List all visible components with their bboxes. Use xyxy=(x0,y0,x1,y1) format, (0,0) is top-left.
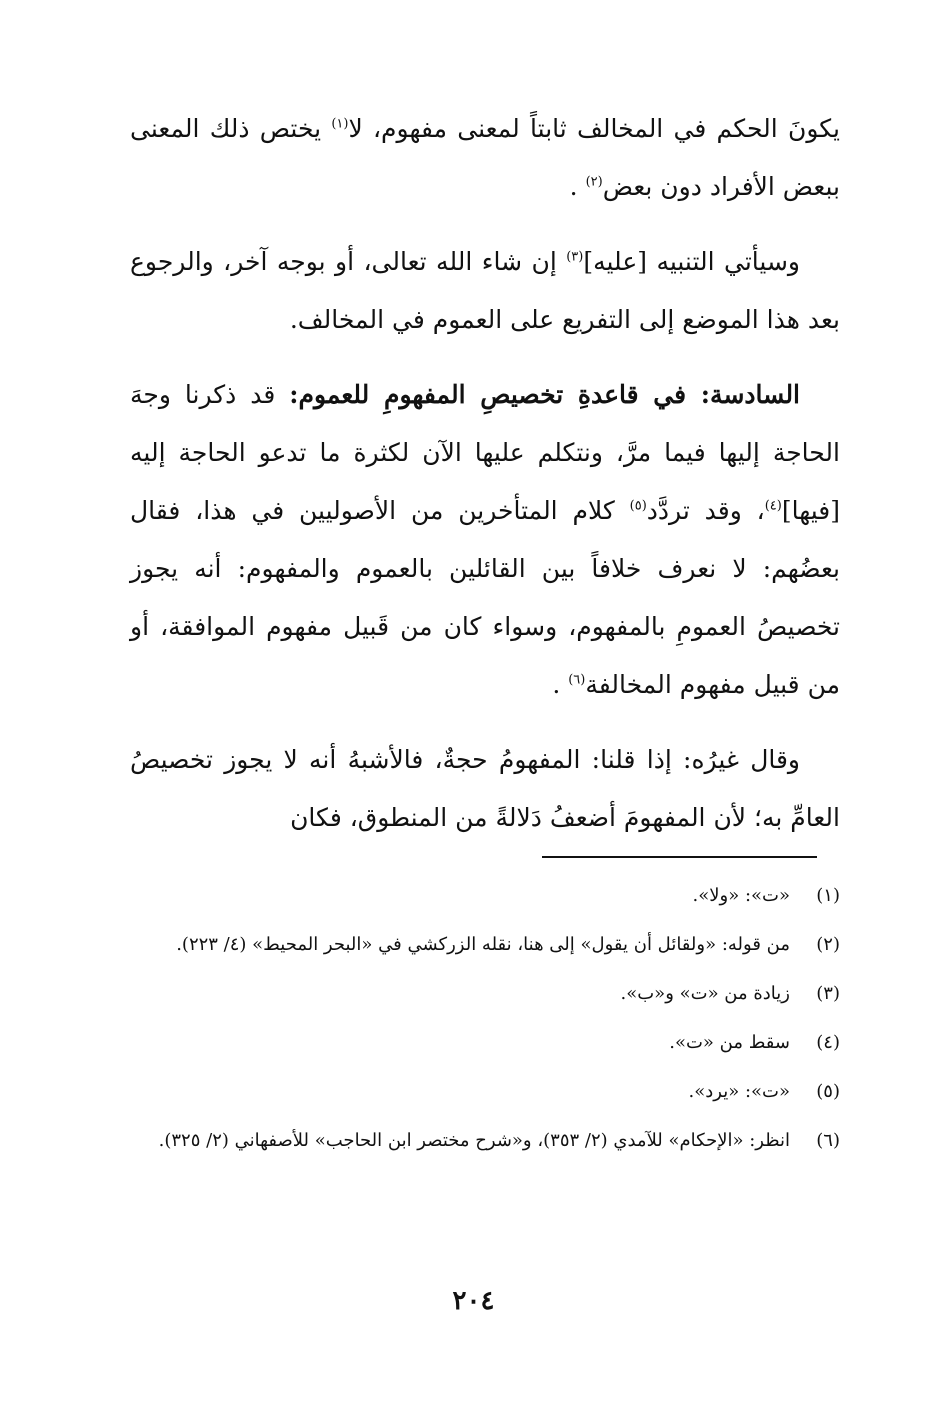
footnote-text: «ت»: «ولا». xyxy=(692,885,790,906)
paragraph-3-part-b: ، وقد تردَّد xyxy=(646,496,765,525)
paragraph-2-part-b: إن شاء الله تعالى، أو بوجه آخر، والرجوع بعد هذا الموضع إلى التفريع على العموم في المخالف. xyxy=(130,247,840,334)
footnote-number: (٤) xyxy=(816,1032,840,1053)
footnote-number: (٢) xyxy=(816,934,840,955)
paragraph-1 xyxy=(130,100,840,216)
paragraph-3-part-c: كلام المتأخرين من الأصوليين في هذا، فقال بعضُهم: لا نعرف خلافاً بين القائلين بالعموم والمفهوم: أنه يجوز تخصيصُ العمومِ بالمفهوم، وسواء كان من قَبيل مفهوم الموافقة، أو من قبيل مفهوم المخالفة xyxy=(130,496,840,699)
footnote-2 xyxy=(107,925,840,965)
footnote-text: سقط من «ت». xyxy=(669,1032,790,1053)
paragraph-3-part-d: . xyxy=(552,670,569,699)
section-heading: في قاعدةِ تخصيصِ المفهومِ للعموم: xyxy=(289,380,687,409)
footnote-5 xyxy=(107,1072,840,1112)
footnote-ref-5: (٥) xyxy=(629,498,647,514)
footnote-number: (١) xyxy=(816,885,840,906)
section-heading-number: السادسة: xyxy=(686,380,801,409)
footnote-number: (٣) xyxy=(816,983,840,1004)
footnote-6 xyxy=(107,1121,840,1161)
footnote-text: «ت»: «يرد». xyxy=(688,1081,790,1102)
footnote-ref-2: (٢) xyxy=(585,174,603,190)
page-number: ٢٠٤ xyxy=(452,1286,495,1316)
paragraph-4 xyxy=(130,731,840,847)
paragraph-1-part-c: . xyxy=(569,172,586,201)
footnote-ref-4: (٤) xyxy=(764,498,782,514)
footnote-number: (٦) xyxy=(816,1130,840,1151)
footnote-1 xyxy=(107,876,840,916)
paragraph-2 xyxy=(130,233,840,349)
footnote-ref-6: (٦) xyxy=(568,672,586,688)
main-text xyxy=(130,100,840,864)
paragraph-2-part-a: وسيأتي التنبيه [عليه] xyxy=(583,247,800,276)
paragraph-1-part-a: يكونَ الحكم في المخالف ثابتاً لمعنى مفهوم، لا xyxy=(348,114,840,143)
paragraph-4-text: وقال غيرُه: إذا قلنا: المفهومُ حجةٌ، فالأشبهُ أنه لا يجوز تخصيصُ العامِّ به؛ لأن المفهومَ أضعفُ دَلالةً من المنطوق، فكان xyxy=(130,745,840,832)
paragraph-1-part-b: يختص ذلك المعنى ببعض الأفراد دون بعض xyxy=(130,114,840,201)
paragraph-3-part-a: قد ذكرنا وجهَ الحاجة إليها فيما مرَّ، ونتكلم عليها الآن لكثرة ما تدعو الحاجة إليه [فيها] xyxy=(130,380,840,525)
footnote-text: انظر: «الإحكام» للآمدي (٢/ ٣٥٣)، و«شرح مختصر ابن الحاجب» للأصفهاني (٢/ ٣٢٥). xyxy=(158,1130,790,1151)
footnote-text: زيادة من «ت» و«ب». xyxy=(620,983,790,1004)
paragraph-3 xyxy=(130,366,840,714)
footnote-3 xyxy=(107,974,840,1014)
footnote-ref-1: (١) xyxy=(331,116,349,132)
footnote-separator xyxy=(542,856,817,858)
footnote-number: (٥) xyxy=(816,1081,840,1102)
footnote-4 xyxy=(107,1023,840,1063)
footnote-text: من قوله: «ولقائل أن يقول» إلى هنا، نقله الزركشي في «البحر المحيط» (٤/ ٢٢٣). xyxy=(176,934,790,955)
footnotes-list xyxy=(107,876,840,1170)
footnote-ref-3: (٣) xyxy=(566,249,584,265)
